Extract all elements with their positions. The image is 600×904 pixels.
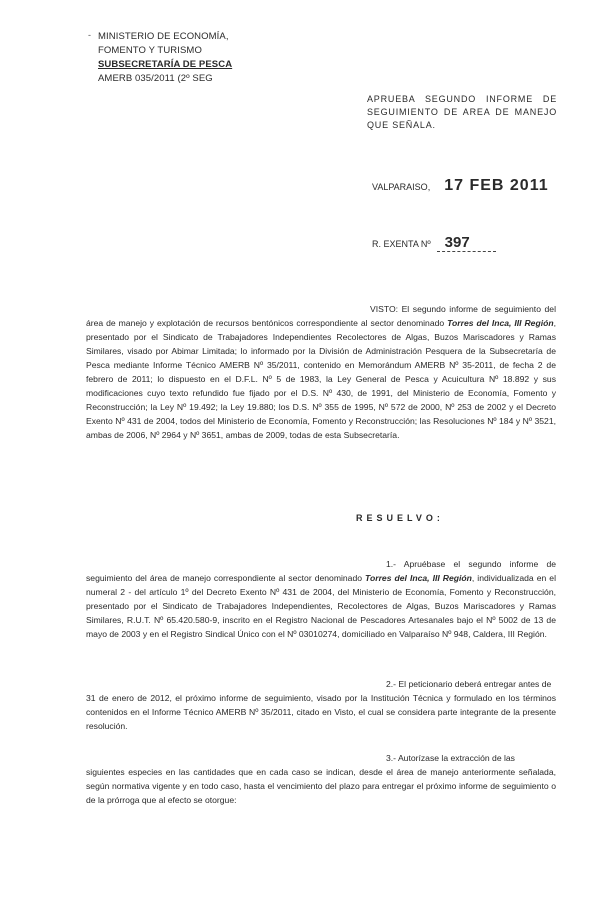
- item-2-paragraph: [86, 677, 556, 733]
- item-3-rest: siguientes especies en las cantidades que en cada caso se indican, desde el área de manejo anteriormente señalada, según normativa vigente y en todo caso, hasta el vencimiento del plazo para entregar el próximo informe de seguimiento o de la prórroga que al efecto se otorgue:: [86, 767, 556, 805]
- resuelvo-heading: RESUELVO:: [356, 513, 444, 523]
- visto-sector: Torres del Inca, III Región: [447, 318, 554, 328]
- item-3-paragraph: [86, 751, 556, 807]
- letterhead: [98, 30, 232, 86]
- item-1-lead: 1.- Apruébase el segundo informe de seguimiento del área de manejo correspondiente al sector denominado: [86, 559, 556, 583]
- item-1-rest: , individualizada en el numeral 2 - del artículo 1º del Decreto Exento Nº 431 de 2004, del Ministerio de Economía, Fomento y Reconstrucción, presentado por el Sindicato de Trabajadores Independientes, Recolectores de Algas, Buzos Mariscadores y Ramas Similares, R.U.T. Nº 65.420.580-9, inscrito en el Registro Nacional de Pescadores Artesanales bajo el Nº 5002 de 13 de mayo de 2003 y en el Registro Sindical Único con el Nº 03010274, domiciliado en Valparaíso Nº 948, Caldera, III Región.: [86, 573, 556, 639]
- visto-rest: , presentado por el Sindicato de Trabajadores Independientes Recolectores de Algas, Buzos Mariscadores y Ramas Similares, visado por Abimar Limitada; lo informado por la División de Administración Pesquera de la Subsecretaría de Pesca mediante Informe Técnico AMERB Nº 35/2011, contenido en Memorándum AMERB Nº 35-2011, de fecha 2 de febrero de 2011; lo dispuesto en el D.F.L. Nº 5 de 1983, la Ley General de Pesca y Acuicultura Nº 18.892 y sus modificaciones cuyo texto refundido fue fijado por el D.S. Nº 430, de 1991, del Ministerio de Economía, Fomento y Reconstrucción; la Ley Nº 19.492; la Ley 19.880; los D.S. Nº 355 de 1995, Nº 572 de 2000, Nº 253 de 2002 y el Decreto Exento Nº 431 de 2004, todos del Ministerio de Economía, Fomento y Reconstrucción; las Resoluciones Nº 184 y Nº 3521, ambas de 2006, Nº 2964 y Nº 3651, ambas de 2009, todas de esta Subsecretaría.: [86, 318, 556, 440]
- ministry-line-1: MINISTERIO DE ECONOMÍA,: [98, 31, 229, 42]
- item-1-paragraph: [86, 557, 556, 641]
- ministry-line-2: FOMENTO Y TURISMO: [98, 45, 202, 56]
- subject-text: APRUEBA SEGUNDO INFORME DE SEGUIMIENTO DE AREA DE MANEJO QUE SEÑALA.: [367, 94, 557, 130]
- visto-paragraph: [86, 302, 556, 442]
- subsecretaria-title: SUBSECRETARÍA DE PESCA: [98, 59, 233, 70]
- item-2-rest: 31 de enero de 2012, el próximo informe de seguimiento, visado por la Institución Técnica y formulado en los términos contenidos en el Informe Técnico AMERB Nº 35/2011, citado en Visto, el cual se considera parte integrante de la presente resolución.: [86, 693, 556, 731]
- exenta-label: R. EXENTA Nº: [372, 239, 431, 249]
- item-1-sector: Torres del Inca, III Región: [365, 573, 472, 583]
- exenta-number: 397: [437, 234, 496, 252]
- date-stamp: 17 FEB 2011: [444, 177, 549, 194]
- dateline: [372, 177, 549, 195]
- reference-code: AMERB 035/2011 (2º SEG: [98, 73, 213, 84]
- dateline-place: VALPARAISO,: [372, 182, 431, 192]
- visto-lead: VISTO: El segundo informe de seguimiento del área de manejo y explotación de recursos bentónicos correspondiente al sector denominado: [86, 304, 556, 328]
- item-2-lead: 2.- El peticionario deberá entregar antes de: [386, 679, 552, 689]
- margin-mark: -: [88, 30, 91, 40]
- item-3-lead: 3.- Autorízase la extracción de las: [386, 753, 515, 763]
- resolution-number: [372, 234, 496, 251]
